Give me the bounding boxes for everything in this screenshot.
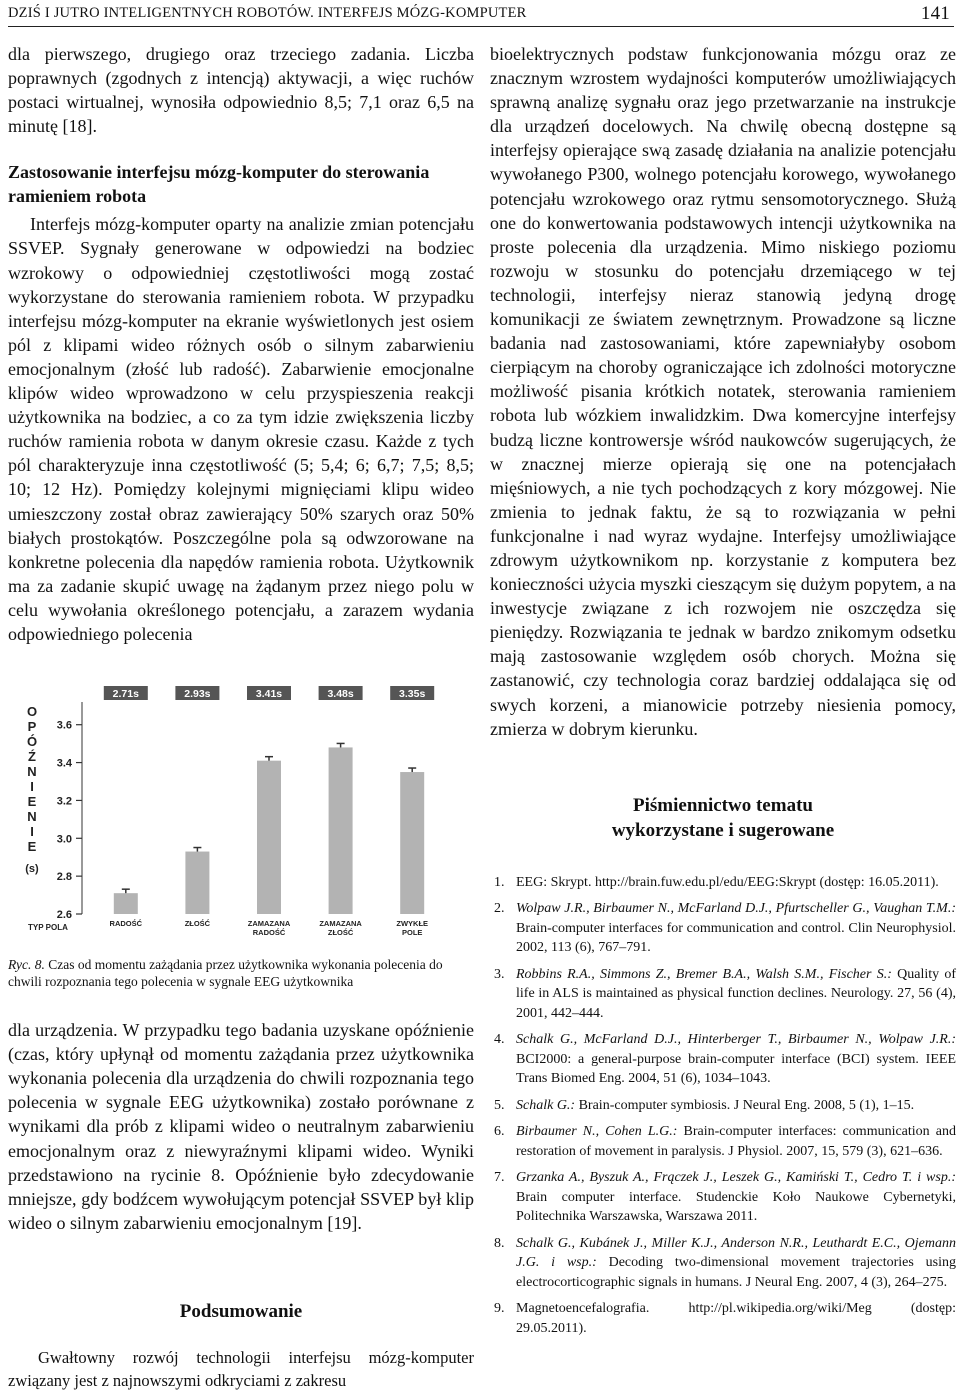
y-axis-label-letter: I: [30, 779, 34, 795]
category-label: ZWYKŁE: [396, 919, 429, 929]
reference-number: 3.: [494, 966, 505, 982]
category-label: POLE: [401, 928, 423, 938]
category-label: ZAMAZANA: [247, 919, 291, 929]
category-label: RADOŚĆ: [109, 919, 143, 929]
figure-caption: [8, 956, 474, 990]
reference-text: Brain-computer interfaces: communication and restoration of movement in paralysis. J Physiol. 2007, 15, 579 (3), 621–636.: [516, 1124, 956, 1159]
left-column: [8, 42, 474, 1393]
y-tick-label: 3.4: [56, 757, 72, 770]
reference-number: 9.: [494, 1301, 505, 1317]
data-label: 2.93s: [184, 688, 211, 701]
reference-item: [490, 1234, 956, 1293]
category-label: ZŁOŚĆ: [327, 928, 354, 938]
reference-number: 4.: [494, 1032, 505, 1048]
reference-item: [490, 899, 956, 958]
running-header: [8, 4, 954, 27]
reference-text: Brain-computer symbiosis. J Neural Eng. 2008, 5 (1), 1–15.: [575, 1097, 915, 1113]
reference-authors: Robbins R.A., Simmons Z., Bremer B.A., Walsh S.M., Fischer S.:: [516, 966, 892, 982]
y-axis-label-letter: N: [27, 809, 37, 825]
references-list: [490, 873, 956, 1339]
page-number: 141: [920, 3, 950, 24]
y-tick-label: 2.8: [56, 871, 72, 884]
references-heading-line-2: wykorzystane i sugerowane: [611, 819, 835, 841]
y-tick-label: 3.6: [56, 719, 72, 732]
paragraph-2-lead: Interfejs mózg-komputer oparty na analizie zmian potencjału SSVEP.: [8, 214, 474, 259]
y-tick-label: 3.0: [56, 833, 72, 846]
summary-heading: Podsumowanie: [179, 1300, 303, 1322]
reference-text: Decoding two-dimensional movement trajectories using electrocorticographic signals in humans. J Neural Eng. 2007, 4 (3), 264–275.: [516, 1255, 956, 1290]
category-label: RADOŚĆ: [252, 928, 286, 938]
left-paragraph-1: dla pierwszego, drugiego oraz trzeciego zadania. Liczba poprawnych (zgodnych z intencją) aktywacji, a więc ruchów postaci wirtualnej, wynosiła odpowiednio 8,5; 7,1 oraz 6,5 na minutę [18].: [8, 44, 474, 137]
y-axis-label-letter: E: [27, 794, 37, 810]
bar: [400, 772, 424, 914]
reference-number: 8.: [494, 1235, 505, 1251]
reference-authors: Wolpaw J.R., Birbaumer N., McFarland D.J., Pfurtscheller G., Vaughan T.M.:: [516, 901, 956, 917]
reference-number: 2.: [494, 901, 505, 917]
reference-text: Magnetoencefalografia. http://pl.wikipedia.org/wiki/Meg (dostęp: 29.05.2011).: [516, 1301, 956, 1336]
data-label: 3.48s: [327, 688, 354, 701]
bar: [114, 893, 138, 914]
y-axis-label-letter: N: [27, 764, 37, 780]
y-axis-label-letter: O: [26, 704, 38, 720]
bar: [257, 761, 281, 914]
left-paragraph-4: Gwałtowny rozwój technologii interfejsu mózg-komputer związany jest z najnowszymi odkryciami z zakresu: [8, 1347, 474, 1391]
y-axis-label-letter: P: [27, 719, 37, 735]
y-axis-unit: (s): [25, 863, 39, 876]
reference-number: 1.: [494, 874, 505, 890]
y-tick-label: 2.6: [56, 909, 72, 922]
references-heading: [490, 793, 956, 843]
header-title: DZIŚ I JUTRO INTELIGENTNYCH ROBOTÓW. INTERFEJS MÓZG-KOMPUTER: [8, 5, 527, 21]
section-heading: Zastosowanie interfejsu mózg-komputer do sterowania ramieniem robota: [8, 162, 430, 207]
reference-number: 6.: [494, 1124, 505, 1140]
reference-authors: Schalk G., Kubánek J., Miller K.J., Anderson N.R., Leuthardt E.C., Ojemann J.G. i wsp.:: [516, 1235, 956, 1271]
category-label: ZAMAZANA: [319, 919, 362, 929]
left-paragraph-3: dla urządzenia. W przypadku tego badania uzyskane opóźnienie (czas, który upłynął od momentu zażądania przez użytkownika wykonania polecenia dla urządzenia do chwili rozpoznania tego polecenia w sygnale EEG użytkownika) zostało porównane z wynikami dla prób z klipami wideo o neutralnym zabarwieniu emocjonalnym oraz z niewyraźnymi klipami wideo. Wyniki przedstawiono na rycinie 8. Opóźnienie było zdecydowanie mniejsze, gdy bodźcem wywołującym potencjał SSVEP był klip wideo o silnym zabarwieniu emocjonalnym [19].: [8, 1020, 474, 1233]
caption-label: Ryc. 8.: [8, 957, 45, 973]
y-axis-label-letter: Ź: [28, 749, 36, 765]
reference-item: [490, 1299, 956, 1338]
references-heading-line-1: Piśmiennictwo tematu: [633, 794, 813, 816]
y-axis-label-letter: I: [30, 824, 34, 840]
figure-8-chart: [8, 686, 474, 944]
category-label: ZŁOŚĆ: [184, 919, 211, 929]
y-axis-label-letter: E: [27, 839, 37, 855]
right-paragraph-1: bioelektrycznych podstaw funkcjonowania mózgu oraz ze znacznym wzrostem wydajności komputerów umożliwiających sprawną analizę sygnału oraz jego przetwarzanie na instrukcje dla urządzeń docelowych. Na chwilę obecną dostępne są interfejsy opierające swą zasadę działania na analizie potencjału wywołanego P300, wolnego potencjału korowego, wywołanego potencjału wzrokowego oraz rytmu sensomotorycznego. Służą one do konwertowania podstawowych intencji użytkownika na proste polecenia dla urządzenia. Mimo niskiego poziomu rozwoju w stosunku do potencjału drzemiącego w tej technologii, interfejsy nieraz stanowią jedyną drogę komunikacji ze światem zewnętrznym. Prowadzone są liczne badania nad zastosowaniami, które zapewniałyby osobom cierpiącym na choroby ograniczające ich zdolności motoryczne możliwość pisania krótkich notatek, sterowania ramieniem robota lub wózkiem inwalidzkim. Dwa komercyjne interfejsy budzą liczne kontrowersje wśród naukowców sugerujących, że w znacznej mierze opierają się one na potencjałach mięśniowych, a nie tych pochodzących z kory mózgowej. Nie zmienia to jednak faktu, że są to rozwiązania w pełni funkcjonalne i nad wyraz wydajne. Interfejsy umożliwiające zdrowym użytkownikom np. korzystanie z komputera bez konieczności użycia myszki cieszącym się dużym popytem, a na inwestycje związane z ich rozwojem nie oszczędza się pieniędzy. Rozwiązania te jednak w bardzo znikomym odsetku mają zastosowanie względem osób chorych. Można się zastanowić, czy technologia coraz bardziej oddalająca się od swych korzeni, a mianowicie potrzeby niesienia pomocy, zmierza w dobrym kierunku.: [490, 44, 956, 739]
bar: [185, 852, 209, 914]
reference-authors: Birbaumer N., Cohen L.G.:: [516, 1124, 678, 1140]
reference-item: [490, 1168, 956, 1227]
reference-text: Brain computer interface. Studenckie Koło Naukowe Cybernetyki, Politechnika Warszawska, Warszawa 2011.: [516, 1189, 956, 1225]
reference-text: Brain-computer interfaces for communication and control. Clin Neurophysiol. 2002, 113 (6), 767–791.: [516, 920, 956, 956]
reference-item: [490, 873, 956, 893]
reference-text: BCI2000: a general-purpose brain-computer interface (BCI) system. IEEE Trans Biomed Eng. 2004, 51 (6), 1034–1043.: [516, 1051, 956, 1087]
caption-text: Czas od momentu zażądania przez użytkownika wykonania polecenia do chwili rozpoznania tego polecenia w sygnale EEG użytkownika: [8, 957, 443, 990]
reference-item: [490, 965, 956, 1024]
y-axis-label-letter: Ó: [26, 734, 38, 750]
reference-item: [490, 1030, 956, 1089]
reference-authors: Schalk G., McFarland D.J., Hinterberger T., Birbaumer N., Wolpaw J.R.:: [516, 1032, 956, 1048]
paragraph-2-body: Sygnały generowane w odpowiedzi na bodziec wzrokowy o odpowiedniej częstotliwości mogą zostać wykorzystane do sterowania ramieniem robota. W przypadku interfejsu mózg-komputer na ekranie wyświetlonych jest osiem pól z klipami wideo różnych osób o silnym zabarwieniu emocjonalnym (złość lub radość). Zabarwienie emocjonalne klipów wideo wprowadzono w celu przyspieszenia reakcji użytkownika na bodziec, a co za tym idzie zwiększenia liczby ruchów ramienia robota w danym okresie czasu. Każde z tych pól charakteryzuje inna częstotliwość (5; 5,4; 6; 6,7; 7,5; 8,5; 10; 12 Hz). Pomiędzy kolejnymi mignięciami klipu wideo umieszczony został obraz zawierający 50% szarych oraz 50% białych prostokątów. Poszczególne pola są odwzorowane na konkretne polecenia dla napędów ramienia robota. Użytkownik ma za zadanie skupić uwagę na żądanym przez niego polu w celu wywołania określonego potencjału, a zarazem wydania odpowiedniego polecenia: [8, 238, 474, 644]
bar: [329, 747, 353, 914]
reference-text: EEG: Skrypt. http://brain.fuw.edu.pl/edu/EEG:Skrypt (dostęp: 16.05.2011).: [516, 874, 939, 890]
data-label: 2.71s: [112, 688, 139, 701]
reference-number: 7.: [494, 1170, 505, 1186]
x-axis-label: TYP POLA: [28, 923, 68, 933]
reference-number: 5.: [494, 1097, 505, 1113]
reference-authors: Grzanka A., Byszuk A., Frączek J., Leszek G., Kamiński T., Cedro T. i wsp.:: [516, 1170, 956, 1186]
reference-item: [490, 1096, 956, 1116]
reference-authors: Schalk G.:: [516, 1097, 576, 1113]
left-paragraph-2: [8, 212, 474, 646]
data-label: 3.41s: [255, 688, 283, 701]
data-label: 3.35s: [399, 688, 426, 701]
delay-bar-chart: [8, 686, 474, 944]
reference-text: Quality of life in ALS is maintained as physical function declines. Neurology. 27, 56 (4), 2001, 442–444.: [516, 966, 957, 1021]
right-column: [490, 42, 956, 1345]
reference-item: [490, 1122, 956, 1161]
y-tick-label: 3.2: [56, 795, 72, 808]
